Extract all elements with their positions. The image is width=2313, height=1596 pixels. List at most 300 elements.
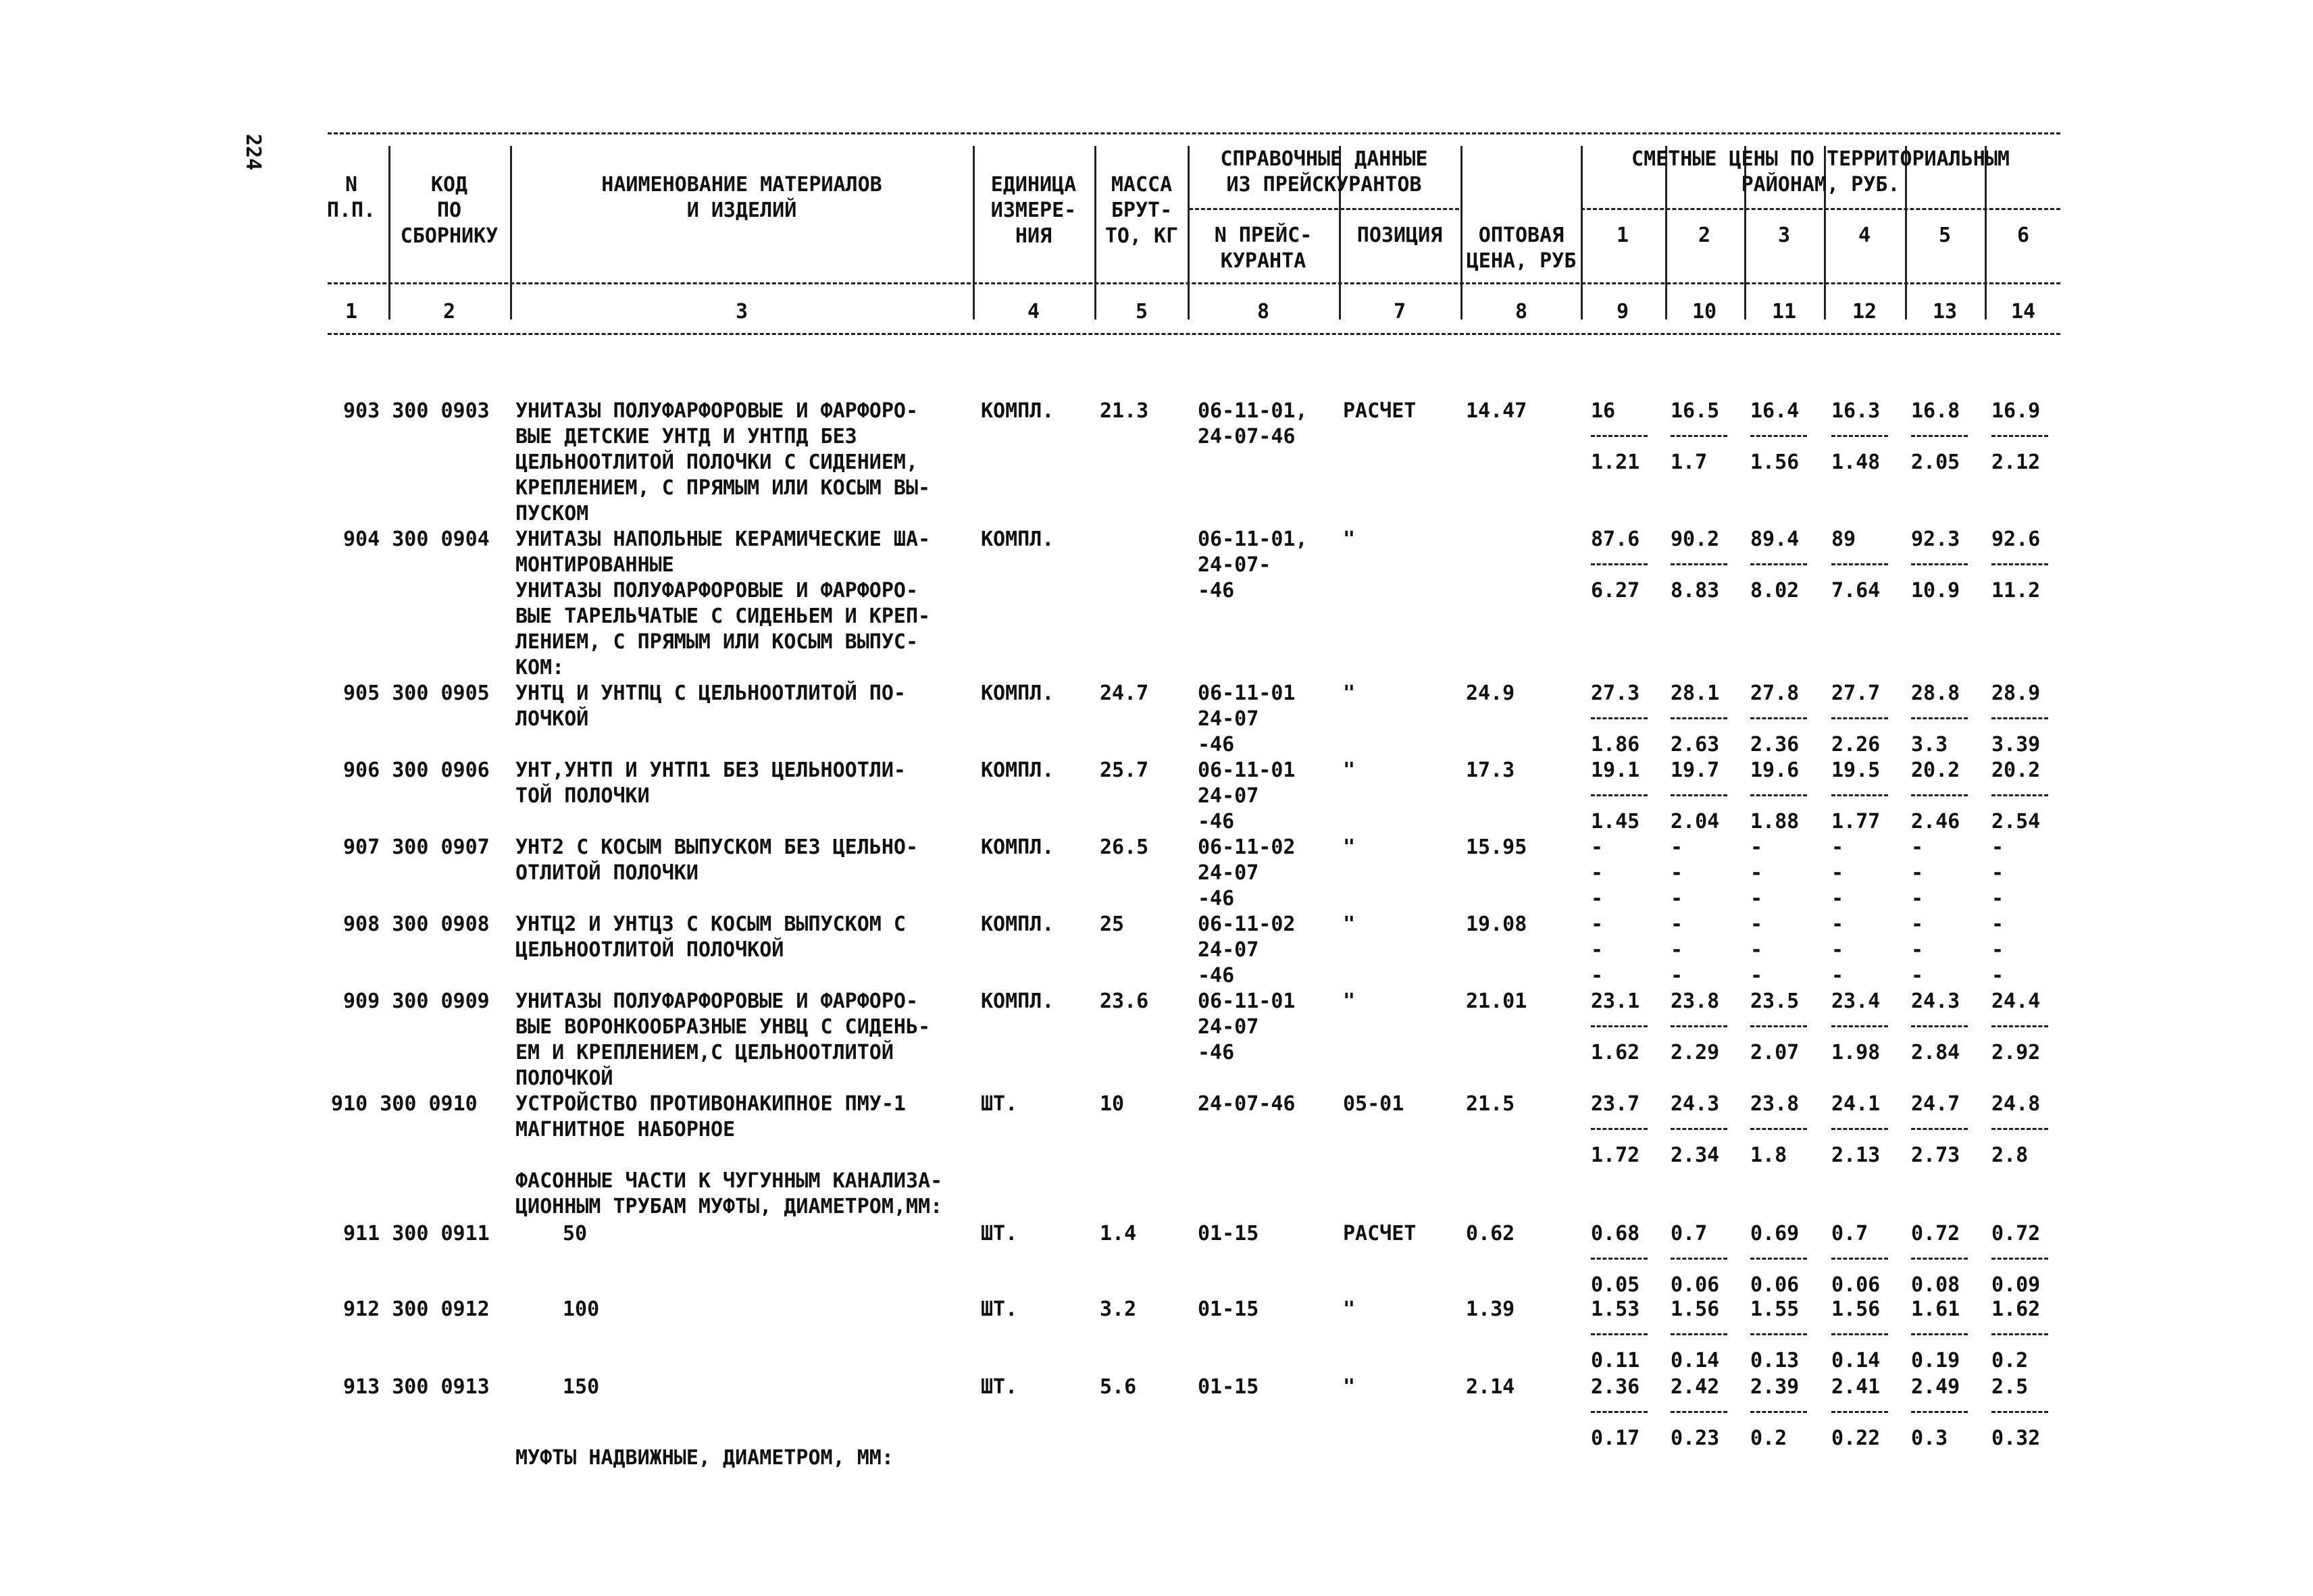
position-cell: "	[1343, 835, 1356, 859]
pricelist-cell: 01-15	[1198, 1375, 1259, 1399]
wholesale-price-cell: 15.95	[1466, 835, 1527, 859]
position-cell: "	[1343, 912, 1356, 936]
region-price: -	[1911, 938, 1924, 962]
region-price-transport: 2.8	[1991, 1143, 2029, 1167]
wholesale-price-cell: 17.3	[1466, 758, 1515, 782]
header-pp: П.П.	[326, 199, 376, 222]
fraction-bar	[1750, 1411, 1807, 1413]
fraction-bar	[1591, 794, 1648, 796]
mass-cell: 5.6	[1100, 1375, 1137, 1399]
region-price: -	[1831, 835, 1844, 859]
region-price: 24.4	[1991, 989, 2041, 1013]
row-number-code: 913 300 0913	[343, 1375, 490, 1399]
region-price-transport: 1.21	[1591, 451, 1640, 474]
item-name: УНТЦ2 И УНТЦ3 С КОСЫМ ВЫПУСКОМ С	[515, 912, 906, 936]
item-name: УСТРОЙСТВО ПРОТИВОНАКИПНОЕ ПМУ-1	[515, 1092, 906, 1116]
header-code: СБОРНИКУ	[400, 224, 499, 248]
region-price: -	[1991, 861, 2004, 885]
region-price: -	[1750, 835, 1763, 859]
fraction-bar	[1671, 1025, 1727, 1027]
column-number: 2	[442, 300, 456, 324]
unit-cell: КОМПЛ.	[981, 527, 1054, 551]
region-price: 0.7	[1671, 1222, 1708, 1245]
unit-cell: КОМПЛ.	[981, 758, 1054, 782]
region-price-transport: 1.48	[1831, 451, 1881, 474]
fraction-bar	[1991, 1333, 2048, 1335]
region-price: 2.5	[1991, 1375, 2029, 1399]
region-price: -	[1831, 938, 1844, 962]
region-price: 19.6	[1750, 758, 1800, 782]
region-price-transport: 0.08	[1911, 1273, 1960, 1297]
fraction-bar	[1671, 435, 1727, 437]
section-heading: МУФТЫ НАДВИЖНЫЕ, ДИАМЕТРОМ, ММ:	[515, 1446, 894, 1470]
position-cell: "	[1343, 989, 1356, 1013]
item-name: УНИТАЗЫ НАПОЛЬНЫЕ КЕРАМИЧЕСКИЕ ША-	[515, 527, 931, 551]
unit-cell: КОМПЛ.	[981, 989, 1054, 1013]
region-price: 1.61	[1911, 1297, 1960, 1321]
region-price: -	[1911, 912, 1924, 936]
fraction-bar	[1911, 1128, 1968, 1130]
region-price: -	[1750, 938, 1763, 962]
region-price: 24.3	[1911, 989, 1960, 1013]
fraction-bar	[1831, 717, 1888, 719]
pricelist-cell: -46	[1198, 733, 1235, 756]
region-price-transport: 1.7	[1671, 451, 1708, 474]
region-price: 0.69	[1750, 1222, 1800, 1245]
region-price: 2.49	[1911, 1375, 1960, 1399]
region-price-transport: 1.56	[1750, 451, 1800, 474]
region-price: 23.8	[1671, 989, 1720, 1013]
header-region: 6	[2016, 224, 2030, 247]
header-region: 4	[1858, 224, 1871, 247]
fraction-bar	[1991, 1025, 2048, 1027]
item-name: УНИТАЗЫ ПОЛУФАРФОРОВЫЕ И ФАРФОРО-	[515, 579, 919, 602]
region-price: 1.62	[1991, 1297, 2041, 1321]
header-unit: ИЗМЕРЕ-	[990, 199, 1077, 222]
section-heading: ФАСОННЫЕ ЧАСТИ К ЧУГУННЫМ КАНАЛИЗА-	[515, 1169, 943, 1193]
region-price: 28.8	[1911, 681, 1960, 705]
item-name: УНТ,УНТП И УНТП1 БЕЗ ЦЕЛЬНООТЛИ-	[515, 758, 906, 782]
pricelist-cell: 24-07	[1198, 938, 1259, 962]
fraction-bar	[1911, 1258, 1968, 1260]
position-cell: РАСЧЕТ	[1343, 399, 1417, 423]
fraction-bar	[1591, 1411, 1648, 1413]
region-price-transport: 2.07	[1750, 1041, 1800, 1064]
region-price: 20.2	[1911, 758, 1960, 782]
item-name: 100	[563, 1297, 600, 1321]
item-name: ОТЛИТОЙ ПОЛОЧКИ	[515, 861, 698, 885]
region-price-transport: 2.36	[1750, 733, 1800, 756]
fraction-bar	[1671, 1333, 1727, 1335]
pricelist-cell: 24-07-	[1198, 553, 1271, 577]
header-region: 1	[1616, 224, 1629, 247]
region-price: 23.5	[1750, 989, 1800, 1013]
header-ref-group: ИЗ ПРЕЙСКУРАНТОВ	[1226, 173, 1422, 197]
item-name: ПУСКОМ	[515, 502, 589, 525]
region-price: 19.7	[1671, 758, 1720, 782]
region-price-transport: 2.92	[1991, 1041, 2041, 1064]
wholesale-price-cell: 24.9	[1466, 681, 1515, 705]
pricelist-cell: -46	[1198, 810, 1235, 833]
region-price-transport: 0.2	[1750, 1426, 1787, 1450]
region-price: 24.1	[1831, 1092, 1881, 1116]
mass-cell: 23.6	[1100, 989, 1149, 1013]
region-price-transport: -	[1591, 887, 1604, 910]
pricelist-cell: 06-11-02	[1198, 835, 1296, 859]
fraction-bar	[1911, 435, 1968, 437]
region-price-transport: -	[1831, 887, 1844, 910]
header-code: ПО	[436, 199, 462, 222]
fraction-bar	[1911, 717, 1968, 719]
fraction-bar	[1991, 435, 2048, 437]
fraction-bar	[1911, 1025, 1968, 1027]
position-cell: "	[1343, 758, 1356, 782]
fraction-bar	[1991, 1411, 2048, 1413]
region-price-transport: 0.06	[1750, 1273, 1800, 1297]
region-price-transport: 0.14	[1671, 1349, 1720, 1372]
header-ref-group: СПРАВОЧНЫЕ ДАННЫЕ	[1220, 147, 1428, 171]
region-price: 28.1	[1671, 681, 1720, 705]
item-name: ВЫЕ ВОРОНКООБРАЗНЫЕ УНВЦ С СИДЕНЬ-	[515, 1015, 931, 1039]
region-price: 1.55	[1750, 1297, 1800, 1321]
header-pricelist: КУРАНТА	[1220, 249, 1306, 273]
mass-cell: 25	[1100, 912, 1125, 936]
header-region: 3	[1777, 224, 1791, 247]
row-number-code: 909 300 0909	[343, 989, 490, 1013]
region-price: 27.3	[1591, 681, 1640, 705]
pricelist-cell: 24-07-46	[1198, 1092, 1296, 1116]
region-price: 0.68	[1591, 1222, 1640, 1245]
region-price: 23.8	[1750, 1092, 1800, 1116]
region-price-transport: 0.23	[1671, 1426, 1720, 1450]
fraction-bar	[1750, 1128, 1807, 1130]
region-price-transport: -	[1750, 887, 1763, 910]
region-price: 0.7	[1831, 1222, 1869, 1245]
fraction-bar	[1991, 1258, 2048, 1260]
region-price: 0.72	[1911, 1222, 1960, 1245]
region-price-transport: 1.8	[1750, 1143, 1787, 1167]
region-price-transport: 2.13	[1831, 1143, 1881, 1167]
region-price: 19.1	[1591, 758, 1640, 782]
region-price: 92.3	[1911, 527, 1960, 551]
unit-cell: КОМПЛ.	[981, 835, 1054, 859]
region-price: 19.5	[1831, 758, 1881, 782]
fraction-bar	[1831, 563, 1888, 565]
pricelist-cell: -46	[1198, 887, 1235, 910]
pricelist-cell: -46	[1198, 1041, 1235, 1064]
wholesale-price-cell: 21.5	[1466, 1092, 1515, 1116]
region-price-transport: -	[1591, 964, 1604, 987]
wholesale-price-cell: 2.14	[1466, 1375, 1515, 1399]
region-price-transport: 1.72	[1591, 1143, 1640, 1167]
header-bottom-rule	[328, 282, 2060, 284]
region-price-transport: 0.32	[1991, 1426, 2041, 1450]
region-price-transport: 2.29	[1671, 1041, 1720, 1064]
pricelist-cell: 24-07	[1198, 861, 1259, 885]
mass-cell: 3.2	[1100, 1297, 1137, 1321]
position-cell: 05-01	[1343, 1092, 1404, 1116]
pricelist-cell: -46	[1198, 964, 1235, 987]
region-price: 27.8	[1750, 681, 1800, 705]
region-price: 23.7	[1591, 1092, 1640, 1116]
fraction-bar	[1591, 1258, 1648, 1260]
header-unit: ЕДИНИЦА	[990, 173, 1077, 197]
pricelist-cell: 06-11-01	[1198, 989, 1296, 1013]
region-price-transport: -	[1911, 964, 1924, 987]
region-price-transport: -	[1750, 964, 1763, 987]
region-price: -	[1671, 861, 1683, 885]
mass-cell: 21.3	[1100, 399, 1149, 423]
mass-cell: 24.7	[1100, 681, 1149, 705]
header-unit: НИЯ	[1015, 224, 1052, 248]
header-wholesale: ЦЕНА, РУБ	[1466, 249, 1577, 273]
column-number: 5	[1135, 300, 1148, 324]
page-number: 224	[241, 134, 265, 171]
fraction-bar	[1911, 1411, 1968, 1413]
fraction-bar	[1911, 1333, 1968, 1335]
fraction-bar	[1750, 1258, 1807, 1260]
region-price: 24.8	[1991, 1092, 2041, 1116]
fraction-bar	[1991, 1128, 2048, 1130]
region-price-transport: -	[1671, 964, 1683, 987]
region-price: 20.2	[1991, 758, 2041, 782]
region-price-transport: 8.02	[1750, 579, 1800, 602]
region-price-transport: 1.77	[1831, 810, 1881, 833]
row-number-code: 906 300 0906	[343, 758, 490, 782]
column-number: 10	[1692, 300, 1717, 324]
column-number: 8	[1256, 300, 1270, 324]
region-price: 16.8	[1911, 399, 1960, 423]
unit-cell: ШТ.	[981, 1375, 1018, 1399]
item-name: УНИТАЗЫ ПОЛУФАРФОРОВЫЕ И ФАРФОРО-	[515, 399, 919, 423]
fraction-bar	[1831, 1333, 1888, 1335]
item-name: УНТЦ И УНТПЦ С ЦЕЛЬНООТЛИТОЙ ПО-	[515, 681, 906, 705]
row-number-code: 910 300 0910	[331, 1092, 478, 1116]
region-price-transport: -	[1991, 887, 2004, 910]
region-price: 89.4	[1750, 527, 1800, 551]
fraction-bar	[1750, 1025, 1807, 1027]
fraction-bar	[1991, 717, 2048, 719]
header-top-rule	[328, 132, 2060, 134]
region-price-transport: 10.9	[1911, 579, 1960, 602]
position-cell: "	[1343, 1375, 1356, 1399]
item-name: ЕМ И КРЕПЛЕНИЕМ,С ЦЕЛЬНООТЛИТОЙ	[515, 1041, 894, 1064]
item-name: ЦЕЛЬНООТЛИТОЙ ПОЛОЧКИ С СИДЕНИЕМ,	[515, 451, 919, 474]
region-price: 28.9	[1991, 681, 2041, 705]
region-price: 1.53	[1591, 1297, 1640, 1321]
region-price: 24.3	[1671, 1092, 1720, 1116]
header-region: 2	[1698, 224, 1711, 247]
region-price-transport: 1.88	[1750, 810, 1800, 833]
region-price: -	[1991, 912, 2004, 936]
region-price-transport: 0.09	[1991, 1273, 2041, 1297]
region-price: 1.56	[1671, 1297, 1720, 1321]
wholesale-price-cell: 14.47	[1466, 399, 1527, 423]
header-price-group: РАЙОНАМ, РУБ.	[1741, 173, 1900, 197]
fraction-bar	[1911, 563, 1968, 565]
unit-cell: КОМПЛ.	[981, 912, 1054, 936]
fraction-bar	[1831, 435, 1888, 437]
column-number-rule	[328, 333, 2060, 335]
pricelist-cell: 06-11-01	[1198, 681, 1296, 705]
region-price: 16	[1591, 399, 1616, 423]
header-region: 5	[1938, 224, 1952, 247]
row-number-code: 911 300 0911	[343, 1222, 490, 1245]
pricelist-cell: 06-11-01,	[1198, 399, 1308, 423]
position-cell: "	[1343, 527, 1356, 551]
region-price-transport: 1.98	[1831, 1041, 1881, 1064]
fraction-bar	[1671, 1258, 1727, 1260]
region-price: 89	[1831, 527, 1856, 551]
item-name: ВЫЕ ТАРЕЛЬЧАТЫЕ С СИДЕНЬЕМ И КРЕП-	[515, 604, 931, 628]
header-position: ПОЗИЦИЯ	[1356, 224, 1443, 247]
region-price: -	[1750, 861, 1763, 885]
position-cell: РАСЧЕТ	[1343, 1222, 1417, 1245]
region-price: -	[1831, 861, 1844, 885]
item-name: УНИТАЗЫ ПОЛУФАРФОРОВЫЕ И ФАРФОРО-	[515, 989, 919, 1013]
row-number-code: 903 300 0903	[343, 399, 490, 423]
wholesale-price-cell: 19.08	[1466, 912, 1527, 936]
region-price-transport: 0.14	[1831, 1349, 1881, 1372]
region-price-transport: 2.63	[1671, 733, 1720, 756]
fraction-bar	[1591, 717, 1648, 719]
fraction-bar	[1671, 563, 1727, 565]
row-number-code: 907 300 0907	[343, 835, 490, 859]
fraction-bar	[1750, 717, 1807, 719]
region-price: 0.72	[1991, 1222, 2041, 1245]
region-price-transport: 8.83	[1671, 579, 1720, 602]
region-price: 16.4	[1750, 399, 1800, 423]
region-price-transport: 2.54	[1991, 810, 2041, 833]
fraction-bar	[1831, 794, 1888, 796]
region-price-transport: -	[1911, 887, 1924, 910]
item-name: КРЕПЛЕНИЕМ, С ПРЯМЫМ ИЛИ КОСЫМ ВЫ-	[515, 476, 931, 500]
fraction-bar	[1591, 1025, 1648, 1027]
region-price-transport: 0.06	[1831, 1273, 1881, 1297]
region-price: -	[1591, 835, 1604, 859]
region-price: -	[1671, 938, 1683, 962]
fraction-bar	[1831, 1411, 1888, 1413]
pricelist-cell: 24-07	[1198, 1015, 1259, 1039]
pricelist-cell: 06-11-02	[1198, 912, 1296, 936]
region-price-transport: -	[1671, 887, 1683, 910]
pricelist-cell: 01-15	[1198, 1222, 1259, 1245]
region-price-transport: 3.39	[1991, 733, 2041, 756]
row-number-code: 912 300 0912	[343, 1297, 490, 1321]
header-mass: ТО, КГ	[1104, 224, 1179, 248]
region-price-transport: 0.06	[1671, 1273, 1720, 1297]
region-price-transport: 0.11	[1591, 1349, 1640, 1372]
region-price-transport: 2.04	[1671, 810, 1720, 833]
fraction-bar	[1750, 794, 1807, 796]
region-price-transport: 2.73	[1911, 1143, 1960, 1167]
item-name: ЦЕЛЬНООТЛИТОЙ ПОЛОЧКОЙ	[515, 938, 784, 962]
header-code: КОД	[430, 173, 468, 197]
header-wholesale: ОПТОВАЯ	[1478, 224, 1565, 247]
fraction-bar	[1991, 794, 2048, 796]
region-price-transport: 2.12	[1991, 451, 2041, 474]
region-price: -	[1911, 861, 1924, 885]
region-price: 24.7	[1911, 1092, 1960, 1116]
region-price: -	[1591, 938, 1604, 962]
fraction-bar	[1911, 794, 1968, 796]
region-price: 92.6	[1991, 527, 2041, 551]
column-number: 12	[1852, 300, 1877, 324]
item-name: КОМ:	[515, 656, 565, 679]
region-price-transport: 0.22	[1831, 1426, 1881, 1450]
fraction-bar	[1750, 435, 1807, 437]
column-number: 14	[2010, 300, 2036, 324]
region-price: 2.39	[1750, 1375, 1800, 1399]
region-price: 23.1	[1591, 989, 1640, 1013]
section-heading: ЦИОННЫМ ТРУБАМ МУФТЫ, ДИАМЕТРОМ,ММ:	[515, 1195, 943, 1218]
header-mass: МАССА	[1111, 173, 1173, 197]
region-price: 1.56	[1831, 1297, 1881, 1321]
wholesale-price-cell: 1.39	[1466, 1297, 1515, 1321]
region-price: 2.41	[1831, 1375, 1881, 1399]
region-price-transport: 0.3	[1911, 1426, 1948, 1450]
region-price-transport: 11.2	[1991, 579, 2041, 602]
region-price: -	[1591, 912, 1604, 936]
fraction-bar	[1591, 563, 1648, 565]
header-n: N	[345, 173, 358, 197]
region-price: -	[1911, 835, 1924, 859]
region-price-transport: 1.86	[1591, 733, 1640, 756]
wholesale-price-cell: 21.01	[1466, 989, 1527, 1013]
wholesale-price-cell: 0.62	[1466, 1222, 1515, 1245]
unit-cell: ШТ.	[981, 1222, 1018, 1245]
header-pricelist: N ПРЕЙС-	[1214, 224, 1313, 247]
unit-cell: КОМПЛ.	[981, 399, 1054, 423]
region-price-transport: 2.34	[1671, 1143, 1720, 1167]
region-price: 27.7	[1831, 681, 1881, 705]
pricelist-cell: 01-15	[1198, 1297, 1259, 1321]
pricelist-cell: 06-11-01	[1198, 758, 1296, 782]
column-number: 11	[1771, 300, 1797, 324]
item-name: ЛОЧКОЙ	[515, 707, 589, 731]
region-price: 2.42	[1671, 1375, 1720, 1399]
mass-cell: 26.5	[1100, 835, 1149, 859]
region-price: 2.36	[1591, 1375, 1640, 1399]
pricelist-cell: 06-11-01,	[1198, 527, 1308, 551]
region-price-transport: 0.2	[1991, 1349, 2029, 1372]
region-price-transport: 2.46	[1911, 810, 1960, 833]
region-price-transport: 0.17	[1591, 1426, 1640, 1450]
region-price: -	[1991, 938, 2004, 962]
header-mass: БРУТ-	[1111, 199, 1173, 222]
item-name: 50	[563, 1222, 588, 1245]
region-price: 90.2	[1671, 527, 1720, 551]
item-name: 150	[563, 1375, 600, 1399]
region-price-transport: -	[1991, 964, 2004, 987]
region-price-transport: 6.27	[1591, 579, 1640, 602]
region-price: 16.9	[1991, 399, 2041, 423]
pricelist-cell: 24-07	[1198, 707, 1259, 731]
region-price: 16.5	[1671, 399, 1720, 423]
row-number-code: 908 300 0908	[343, 912, 490, 936]
fraction-bar	[1671, 717, 1727, 719]
fraction-bar	[1991, 563, 2048, 565]
region-price-transport: 1.45	[1591, 810, 1640, 833]
region-price-transport: 7.64	[1831, 579, 1881, 602]
item-name: МОНТИРОВАННЫЕ	[515, 553, 674, 577]
fraction-bar	[1591, 435, 1648, 437]
region-price: -	[1750, 912, 1763, 936]
fraction-bar	[1750, 1333, 1807, 1335]
mass-cell: 10	[1100, 1092, 1125, 1116]
unit-cell: ШТ.	[981, 1092, 1018, 1116]
row-number-code: 904 300 0904	[343, 527, 490, 551]
